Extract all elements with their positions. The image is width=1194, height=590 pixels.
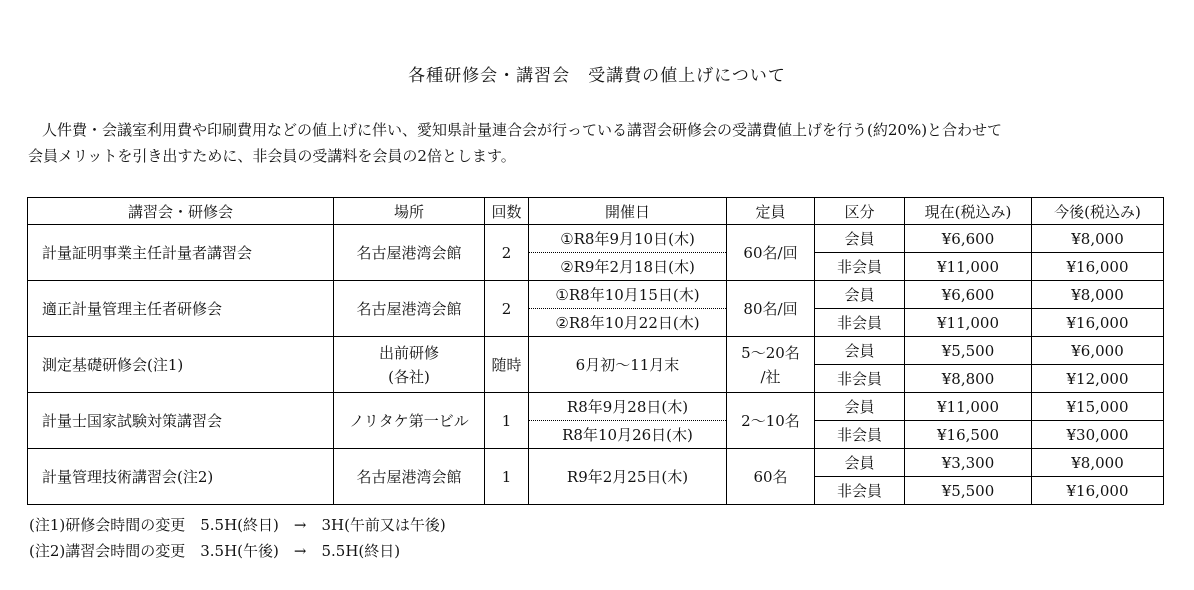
category-cell: 非会員 — [815, 477, 905, 505]
table-row — [28, 337, 1164, 365]
category-cell: 非会員 — [815, 365, 905, 393]
venue-cell: ノリタケ第一ビル — [334, 393, 485, 449]
intro-text — [28, 117, 1178, 169]
capacity-cell — [727, 337, 815, 393]
current-fee-cell: ¥6,600 — [905, 281, 1032, 309]
current-fee-cell: ¥5,500 — [905, 337, 1032, 365]
date-cell: ②R8年10月22日(木) — [529, 309, 727, 337]
date-cell: ①R8年10月15日(木) — [529, 281, 727, 309]
times-cell: 1 — [485, 393, 529, 449]
capacity-cell: 80名/回 — [727, 281, 815, 337]
course-name: 計量管理技術講習会(注2) — [28, 449, 334, 505]
course-name: 計量士国家試験対策講習会 — [28, 393, 334, 449]
venue-cell — [334, 337, 485, 393]
course-name: 測定基礎研修会(注1) — [28, 337, 334, 393]
current-fee-cell: ¥11,000 — [905, 309, 1032, 337]
footnote-1: (注1)研修会時間の変更 5.5H(終日) → 3H(午前又は午後) — [29, 516, 446, 534]
fee-table — [27, 197, 1164, 505]
new-fee-cell: ¥15,000 — [1032, 393, 1164, 421]
table-row — [28, 393, 1164, 421]
new-fee-cell: ¥12,000 — [1032, 365, 1164, 393]
category-cell: 非会員 — [815, 421, 905, 449]
table-row — [28, 281, 1164, 309]
header-venue: 場所 — [334, 198, 485, 225]
header-capacity: 定員 — [727, 198, 815, 225]
times-cell: 2 — [485, 281, 529, 337]
current-fee-cell: ¥11,000 — [905, 253, 1032, 281]
new-fee-cell: ¥8,000 — [1032, 449, 1164, 477]
table-row — [28, 225, 1164, 253]
new-fee-cell: ¥30,000 — [1032, 421, 1164, 449]
category-cell: 会員 — [815, 393, 905, 421]
date-cell: ②R9年2月18日(木) — [529, 253, 727, 281]
page-title: 各種研修会・講習会 受講費の値上げについて — [408, 66, 786, 86]
footnotes — [29, 512, 446, 564]
venue-line: 出前研修 — [378, 343, 439, 362]
new-fee-cell: ¥16,000 — [1032, 309, 1164, 337]
capacity-cell: 60名/回 — [727, 225, 815, 281]
capacity-line: 5～20名 — [741, 343, 800, 362]
category-cell: 非会員 — [815, 309, 905, 337]
category-cell: 会員 — [815, 337, 905, 365]
header-after: 今後(税込み) — [1032, 198, 1164, 225]
header-times: 回数 — [485, 198, 529, 225]
capacity-cell: 2～10名 — [727, 393, 815, 449]
current-fee-cell: ¥6,600 — [905, 225, 1032, 253]
category-cell: 会員 — [815, 225, 905, 253]
date-cell: R8年9月28日(木) — [529, 393, 727, 421]
venue-cell: 名古屋港湾会館 — [334, 449, 485, 505]
current-fee-cell: ¥8,800 — [905, 365, 1032, 393]
category-cell: 非会員 — [815, 253, 905, 281]
intro-line-2: 会員メリットを引き出すために、非会員の受講料を会員の2倍とします。 — [28, 147, 516, 165]
times-cell: 随時 — [485, 337, 529, 393]
new-fee-cell: ¥6,000 — [1032, 337, 1164, 365]
venue-line: (各社) — [388, 367, 430, 386]
current-fee-cell: ¥3,300 — [905, 449, 1032, 477]
date-cell: ①R8年9月10日(木) — [529, 225, 727, 253]
date-cell: R8年10月26日(木) — [529, 421, 727, 449]
new-fee-cell: ¥16,000 — [1032, 253, 1164, 281]
date-cell: R9年2月25日(木) — [529, 449, 727, 505]
header-row — [28, 198, 1164, 225]
footnote-2: (注2)講習会時間の変更 3.5H(午後) → 5.5H(終日) — [29, 542, 401, 560]
category-cell: 会員 — [815, 281, 905, 309]
new-fee-cell: ¥8,000 — [1032, 281, 1164, 309]
category-cell: 会員 — [815, 449, 905, 477]
current-fee-cell: ¥16,500 — [905, 421, 1032, 449]
current-fee-cell: ¥5,500 — [905, 477, 1032, 505]
venue-cell: 名古屋港湾会館 — [334, 281, 485, 337]
course-name: 適正計量管理主任者研修会 — [28, 281, 334, 337]
header-dates: 開催日 — [529, 198, 727, 225]
capacity-cell: 60名 — [727, 449, 815, 505]
new-fee-cell: ¥8,000 — [1032, 225, 1164, 253]
times-cell: 2 — [485, 225, 529, 281]
intro-line-1: 人件費・会議室利用費や印刷費用などの値上げに伴い、愛知県計量連合会が行っている講習会研修会の受講費値上げを行う(約20%)と合わせて — [42, 121, 1003, 139]
header-course: 講習会・研修会 — [28, 198, 334, 225]
date-cell: 6月初～11月末 — [529, 337, 727, 393]
header-category: 区分 — [815, 198, 905, 225]
current-fee-cell: ¥11,000 — [905, 393, 1032, 421]
header-current: 現在(税込み) — [905, 198, 1032, 225]
new-fee-cell: ¥16,000 — [1032, 477, 1164, 505]
course-name: 計量証明事業主任計量者講習会 — [28, 225, 334, 281]
times-cell: 1 — [485, 449, 529, 505]
capacity-line: /社 — [760, 367, 781, 386]
venue-cell: 名古屋港湾会館 — [334, 225, 485, 281]
table-row — [28, 449, 1164, 477]
